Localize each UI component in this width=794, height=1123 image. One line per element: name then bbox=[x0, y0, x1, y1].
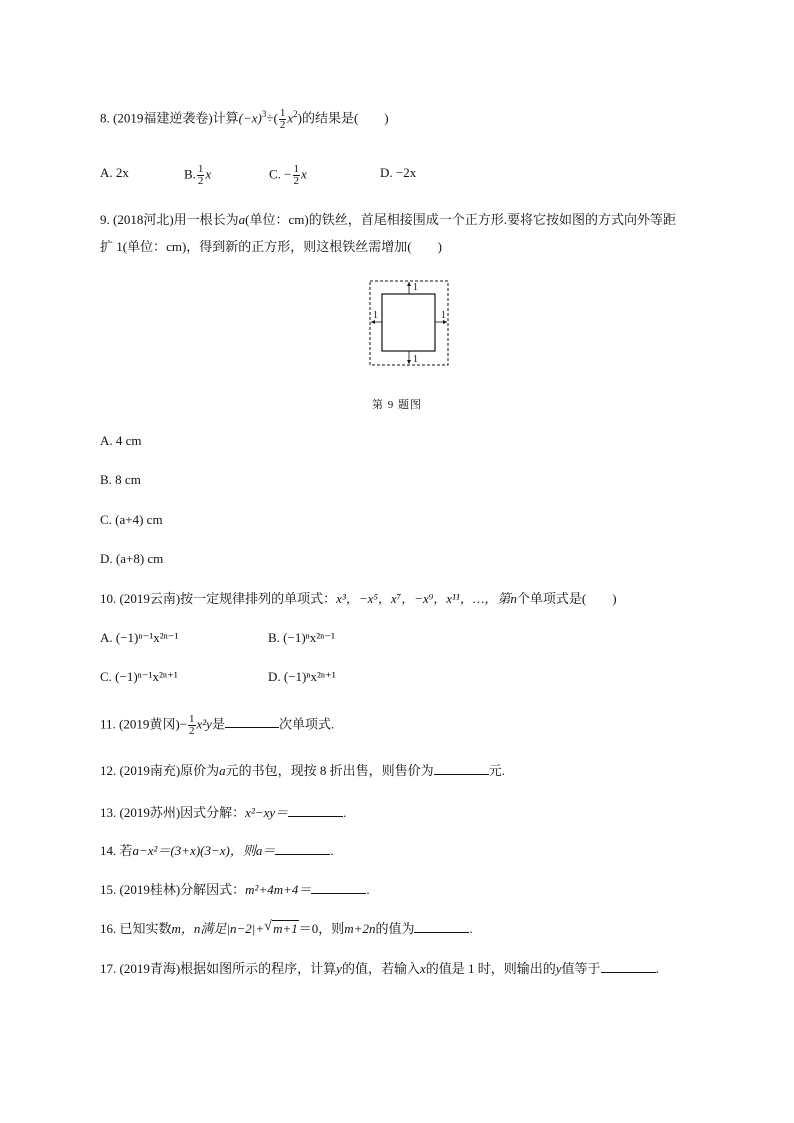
answer-blank[interactable] bbox=[414, 920, 469, 933]
variable: y bbox=[336, 961, 342, 976]
question-text: (单位：cm)的铁丝，首尾相接围成一个正方形.要将它按如图的方式向外等距 bbox=[245, 212, 676, 227]
question-text: 值等于 bbox=[561, 961, 601, 976]
question-text: 元的书包，现按 8 折出售，则售价为 bbox=[225, 763, 434, 778]
question-text: 17. (2019青海)根据如图所示的程序，计算 bbox=[100, 961, 337, 976]
question-text: 元. bbox=[488, 763, 505, 778]
question-17 bbox=[100, 960, 659, 978]
question-text: 15. (2019桂林)分解因式： bbox=[100, 882, 246, 897]
variable: x bbox=[301, 166, 307, 182]
variable: a bbox=[238, 212, 246, 227]
question-text: 是 bbox=[211, 716, 225, 732]
answer-blank[interactable] bbox=[601, 960, 656, 973]
radical-sign: √ bbox=[264, 919, 272, 934]
inner-square bbox=[382, 294, 435, 351]
question-8 bbox=[100, 108, 389, 131]
fraction bbox=[279, 108, 287, 131]
label-bottom: 1 bbox=[413, 354, 418, 365]
condition: 满足|n−2|+ bbox=[200, 921, 265, 936]
option-label: A. 2x bbox=[100, 165, 129, 180]
variable: y bbox=[555, 961, 562, 976]
numerator: 1 bbox=[293, 163, 300, 175]
variable: x bbox=[419, 961, 426, 976]
question-11 bbox=[100, 714, 334, 737]
question-text: . bbox=[469, 921, 473, 936]
expression: (−x) bbox=[238, 110, 262, 126]
option-c bbox=[100, 511, 163, 529]
option-text: B. 8 cm bbox=[100, 472, 141, 487]
question-text: . bbox=[655, 961, 659, 976]
denominator: 2 bbox=[279, 119, 286, 131]
figure-caption: 第 9 题图 bbox=[372, 399, 422, 411]
numerator: 1 bbox=[197, 163, 204, 175]
expression: x²−xy＝ bbox=[245, 805, 289, 820]
question-16 bbox=[100, 920, 473, 938]
fraction bbox=[188, 714, 196, 737]
answer-blank[interactable] bbox=[225, 715, 279, 728]
variable: a bbox=[219, 763, 226, 778]
label-top: 1 bbox=[413, 282, 418, 293]
answer-blank[interactable] bbox=[434, 762, 489, 775]
exponent: 2 bbox=[293, 109, 298, 120]
question-source: (2019福建逆袭卷)计算 bbox=[113, 110, 239, 126]
question-text: . bbox=[330, 843, 334, 858]
option-d bbox=[268, 668, 336, 686]
radicand: m+1 bbox=[273, 921, 298, 936]
question-text: 10. (2019云南)按一定规律排列的单项式： bbox=[100, 591, 337, 606]
denominator: 2 bbox=[189, 725, 195, 737]
fraction bbox=[293, 164, 301, 187]
option-a bbox=[100, 629, 178, 647]
answer-blank[interactable] bbox=[288, 804, 343, 817]
option-text: C. (a+4) cm bbox=[100, 512, 163, 527]
question-text: . bbox=[366, 882, 370, 897]
question-text: 的值是 1 时，则输出的 bbox=[425, 961, 556, 976]
square-expansion-figure bbox=[369, 280, 449, 366]
arrow-head-bottom bbox=[407, 360, 411, 364]
question-text: 16. 已知实数 bbox=[100, 921, 172, 936]
option-label: B. bbox=[184, 166, 196, 182]
exponent: 3 bbox=[261, 109, 267, 120]
option-c bbox=[100, 668, 178, 686]
option-text: D. (a+8) cm bbox=[100, 551, 164, 566]
variable: n bbox=[510, 591, 517, 606]
denominator: 2 bbox=[197, 175, 204, 187]
expression: a−x²＝(3+x)(3−x)，则 bbox=[132, 843, 256, 858]
variable: x bbox=[287, 110, 294, 126]
question-text: ＝0，则 bbox=[298, 921, 345, 936]
answer-blank[interactable] bbox=[311, 881, 366, 894]
option-text: D. (−1)ⁿx²ⁿ⁺¹ bbox=[268, 669, 336, 684]
numerator: 1 bbox=[279, 107, 286, 119]
question-9-line-1 bbox=[100, 211, 676, 229]
question-10 bbox=[100, 590, 617, 608]
label-left: 1 bbox=[373, 310, 378, 321]
question-15 bbox=[100, 881, 370, 899]
expression: m²+4m+4＝ bbox=[245, 882, 312, 897]
question-text: 14. 若 bbox=[100, 843, 133, 858]
option-text: C. (−1)ⁿ⁻¹x²ⁿ⁺¹ bbox=[100, 669, 178, 684]
option-d bbox=[100, 550, 163, 568]
question-text: 的值，若输入 bbox=[341, 961, 420, 976]
option-a bbox=[100, 164, 129, 182]
variable: x bbox=[205, 166, 212, 182]
operator: ÷( bbox=[266, 110, 278, 126]
option-b bbox=[268, 629, 335, 647]
numerator: 1 bbox=[189, 713, 195, 725]
question-text: 9. (2018河北)用一根长为 bbox=[100, 212, 239, 227]
question-9-line-2 bbox=[100, 238, 442, 256]
question-14 bbox=[100, 842, 334, 860]
option-label: C. − bbox=[269, 166, 292, 182]
option-text: B. (−1)ⁿx²ⁿ⁻¹ bbox=[268, 630, 336, 645]
question-text: 个单项式是( ) bbox=[516, 591, 617, 606]
label-right: 1 bbox=[441, 310, 446, 321]
option-c bbox=[269, 164, 307, 187]
option-text: A. (−1)ⁿ⁻¹x²ⁿ⁻¹ bbox=[100, 630, 179, 645]
question-text: 扩 1(单位：cm)，得到新的正方形，则这根铁丝需增加( ) bbox=[100, 239, 442, 254]
question-text: 13. (2019苏州)因式分解： bbox=[100, 805, 246, 820]
sequence: x³，−x⁵，x⁷，−x⁹，x¹¹，…，第 bbox=[336, 591, 511, 606]
option-b bbox=[184, 164, 211, 187]
question-text: 的值为 bbox=[375, 921, 415, 936]
variable: a＝ bbox=[255, 843, 276, 858]
question-text: 次单项式. bbox=[278, 716, 335, 732]
expression: m+2n bbox=[344, 921, 376, 936]
fraction bbox=[197, 164, 205, 187]
arrow-head-top bbox=[407, 282, 411, 286]
option-d bbox=[380, 164, 416, 182]
option-a bbox=[100, 432, 142, 450]
question-tail: )的结果是( ) bbox=[297, 110, 389, 126]
square-root bbox=[264, 920, 299, 938]
question-text: . bbox=[343, 805, 347, 820]
option-label: D. −2x bbox=[380, 165, 417, 180]
question-12 bbox=[100, 762, 505, 780]
variables: m，n bbox=[171, 921, 201, 936]
question-number: 8. bbox=[100, 110, 110, 126]
question-text: 11. (2019黄冈)− bbox=[100, 716, 188, 732]
option-b bbox=[100, 471, 141, 489]
question-13 bbox=[100, 804, 346, 822]
question-text: 12. (2019南充)原价为 bbox=[100, 763, 220, 778]
monomial: x²y bbox=[196, 716, 212, 732]
denominator: 2 bbox=[293, 175, 300, 187]
option-text: A. 4 cm bbox=[100, 433, 142, 448]
answer-blank[interactable] bbox=[275, 842, 330, 855]
